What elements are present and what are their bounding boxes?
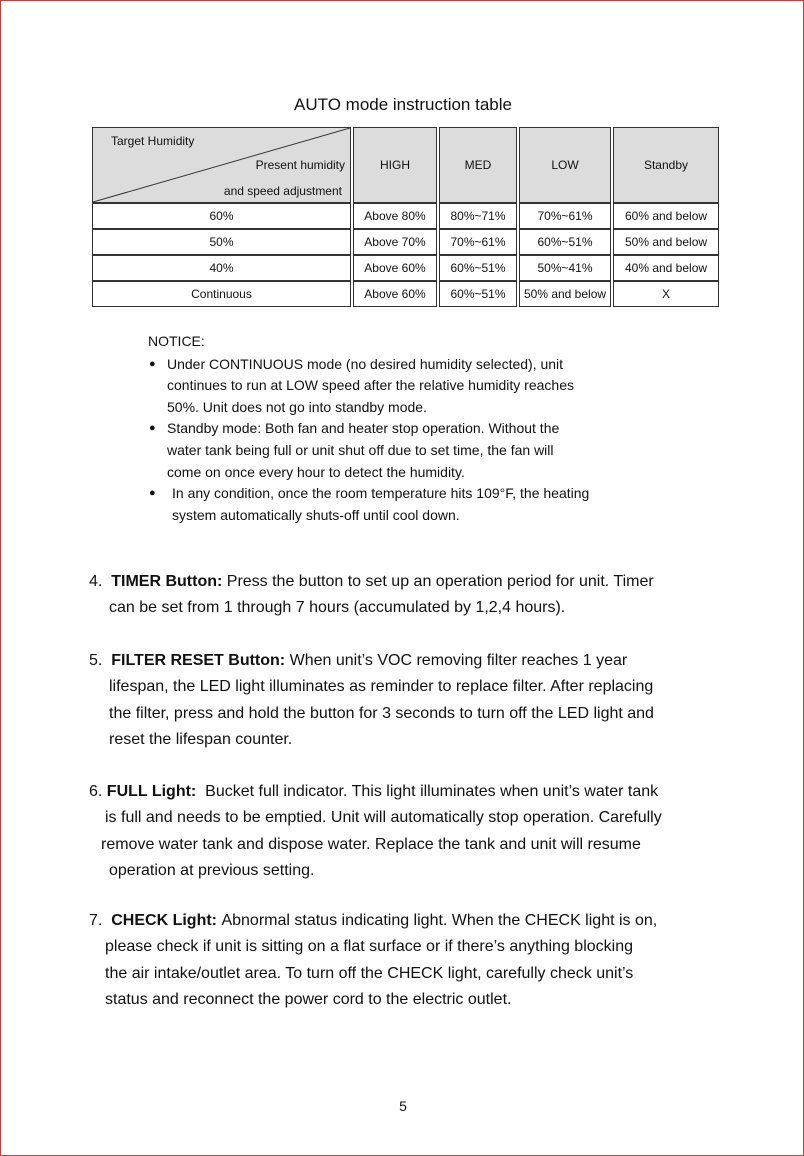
- notice-line: water tank being full or unit shut off due to set time, the fan will: [167, 441, 554, 458]
- table-cell: Above 70%: [353, 229, 437, 255]
- table-cell: Above 60%: [353, 281, 437, 307]
- table-row: [92, 281, 719, 307]
- section-text: Abnormal status indicating light. When the CHECK light is on,: [221, 912, 658, 929]
- target-cell: 50%: [92, 229, 351, 255]
- column-header-med: MED: [439, 127, 517, 203]
- column-header-standby: Standby: [613, 127, 719, 203]
- section-text: remove water tank and dispose water. Replace the tank and unit will resume: [101, 835, 641, 853]
- notice-bullet: [148, 418, 589, 483]
- section-text: is full and needs to be emptied. Unit will automatically stop operation. Carefully: [105, 809, 662, 827]
- table-cell: 40% and below: [613, 255, 719, 281]
- notice-line: In any condition, once the room temperature hits 109°F, the heating: [172, 485, 590, 502]
- section-text: the filter, press and hold the button for 3 seconds to turn off the LED light and: [109, 704, 654, 722]
- section-line: [89, 648, 654, 674]
- present-humidity-label: Present humidity: [255, 158, 345, 172]
- section-timer-button: [89, 569, 654, 622]
- table-cell: Above 60%: [353, 255, 437, 281]
- table-cell: 70%~61%: [519, 203, 611, 229]
- section-text: status and reconnect the power cord to the electric outlet.: [105, 991, 512, 1009]
- section-number: 6.: [89, 783, 103, 800]
- table-cell: 60% and below: [613, 203, 719, 229]
- section-number: 7.: [89, 912, 103, 929]
- target-cell: 40%: [92, 255, 351, 281]
- page-number: 5: [399, 1098, 407, 1114]
- table-row: [92, 255, 719, 281]
- table-cell: 60%~51%: [519, 229, 611, 255]
- table-row: [92, 203, 719, 229]
- bullet-dot-icon: ●: [149, 422, 156, 435]
- table-cell: 80%~71%: [439, 203, 517, 229]
- table-cell: 70%~61%: [439, 229, 517, 255]
- section-filter-reset-button: [89, 648, 654, 754]
- bullet-dot-icon: ●: [149, 357, 156, 370]
- section-text: Press the button to set up an operation period for unit. Timer: [226, 573, 654, 590]
- target-cell: Continuous: [92, 281, 351, 307]
- table-header-row: [92, 127, 719, 203]
- section-line: [89, 779, 662, 805]
- section-label: CHECK Light:: [111, 912, 217, 929]
- section-check-light: [89, 908, 657, 1014]
- section-text: Bucket full indicator. This light illuminates when unit’s water tank: [205, 783, 659, 800]
- table-cell: 60%~51%: [439, 255, 517, 281]
- section-label: TIMER Button:: [111, 573, 223, 590]
- table-row: [92, 229, 719, 255]
- notice-bullet: [148, 483, 589, 526]
- auto-mode-table: [90, 127, 721, 307]
- section-label: FULL Light:: [106, 783, 197, 800]
- notice-line: Standby mode: Both fan and heater stop operation. Without the: [167, 420, 560, 437]
- section-number: 5.: [89, 652, 103, 669]
- column-header-high: HIGH: [353, 127, 437, 203]
- notice-bullet: [148, 354, 589, 419]
- diagonal-header-cell: [92, 127, 351, 203]
- target-cell: 60%: [92, 203, 351, 229]
- table-title: AUTO mode instruction table: [294, 95, 512, 114]
- section-label: FILTER RESET Button:: [111, 652, 286, 669]
- table-cell: X: [613, 281, 719, 307]
- notice-line: Under CONTINUOUS mode (no desired humidity selected), unit: [167, 355, 564, 372]
- notice-line: come on once every hour to detect the humidity.: [167, 463, 465, 480]
- bullet-dot-icon: ●: [149, 487, 156, 500]
- table-cell: 50% and below: [519, 281, 611, 307]
- table-cell: Above 80%: [353, 203, 437, 229]
- section-number: 4.: [89, 573, 103, 590]
- notice-block: [148, 331, 589, 526]
- notice-line: continues to run at LOW speed after the relative humidity reaches: [167, 377, 574, 394]
- target-humidity-label: Target Humidity: [111, 134, 195, 148]
- speed-adjustment-label: and speed adjustment: [223, 184, 342, 198]
- section-text: the air intake/outlet area. To turn off the CHECK light, carefully check unit’s: [105, 964, 634, 982]
- section-text: please check if unit is sitting on a flat surface or if there’s anything blocking: [105, 938, 633, 956]
- table-cell: 50% and below: [613, 229, 719, 255]
- section-text: reset the lifespan counter.: [109, 731, 293, 749]
- column-header-low: LOW: [519, 127, 611, 203]
- section-text: can be set from 1 through 7 hours (accumulated by 1,2,4 hours).: [109, 599, 566, 617]
- section-line: [89, 569, 654, 595]
- section-text: When unit’s VOC removing filter reaches 1 year: [289, 652, 628, 669]
- section-line: [89, 908, 657, 934]
- section-text: lifespan, the LED light illuminates as reminder to replace filter. After replacing: [109, 678, 654, 696]
- section-text: operation at previous setting.: [109, 862, 315, 880]
- table-cell: 60%~51%: [439, 281, 517, 307]
- table-cell: 50%~41%: [519, 255, 611, 281]
- section-full-light: [89, 779, 662, 885]
- notice-line: system automatically shuts-off until cool down.: [172, 506, 460, 523]
- notice-heading: NOTICE:: [148, 333, 205, 349]
- notice-line: 50%. Unit does not go into standby mode.: [167, 398, 427, 415]
